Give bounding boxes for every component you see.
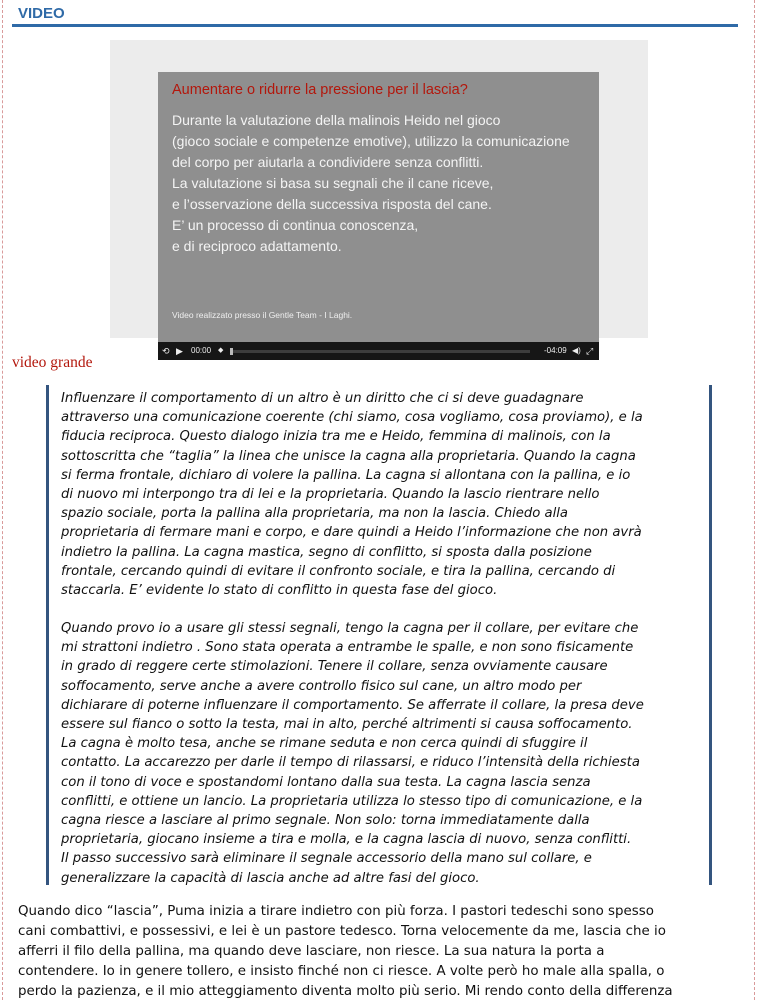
quote-line: con il tono di voce e spostandomi lontano dalla sua testa. La cagna lascia senza <box>61 774 591 790</box>
current-time: 00:00 <box>191 346 212 355</box>
video-line: Durante la valutazione della malinois Heido nel gioco <box>172 112 501 128</box>
video-line: E’ un processo di continua conoscenza, <box>172 217 419 233</box>
video-heading: Aumentare o ridurre la pressione per il lascia? <box>172 82 468 98</box>
video-panel <box>110 40 648 356</box>
section-header <box>12 4 738 27</box>
body-paragraph <box>18 902 673 1002</box>
quote-line: Quando provo io a usare gli stessi segnali, tengo la cagna per il collare, per evitare che <box>61 621 639 636</box>
body-line: contendere. Io in genere tollero, e insisto finché non ci riesce. A volte però ho male alla spalla, o <box>18 964 665 979</box>
video-description <box>172 110 593 257</box>
body-line: afferri il filo della pallina, ma quando deve lasciare, non riesce. La sua natura la porta a <box>18 944 605 959</box>
quote-line: indietro la pallina. La cagna mastica, segno di conflitto, si sposta dalla posizione <box>61 544 592 560</box>
quote-line: dichiarare di poterne influenzare il comportamento. Se afferrate il collare, la presa deve <box>61 697 644 713</box>
section-title: VIDEO <box>18 5 65 22</box>
quote-line: fiducia reciproca. Questo dialogo inizia tra me e Heido, femmina di malinois, con la <box>61 429 611 445</box>
quote-line: contatto. La accarezzo per darle il tempo di rilassarsi, e riduco l’intensità della richiesta <box>61 755 640 771</box>
play-icon[interactable]: ▶ <box>176 346 183 356</box>
body-line: Quando dico “lascia”, Puma inizia a tirare indietro con più forza. I pastori tedeschi sono spesso <box>18 904 654 919</box>
quote-line: frontale, cercando quindi di evitare il confronto sociale, e tira la pallina, cercando di <box>61 563 616 579</box>
body-line: perdo la pazienza, e il mio atteggiamento diventa molto più serio. Mi rendo conto della differenza <box>18 984 673 999</box>
remaining-time: -04:09 <box>544 346 567 355</box>
video-line: La valutazione si basa su segnali che il cane riceve, <box>172 175 494 191</box>
speaker-icon[interactable]: ◀) <box>572 346 581 355</box>
video-player[interactable] <box>158 72 599 360</box>
fullscreen-icon[interactable]: ⤢ <box>586 346 594 356</box>
quote-line: proprietaria, giocano insieme a tira e molla, e la cagna lascia di nuovo, senza conflitti. <box>61 832 632 848</box>
volume-icon[interactable]: ◆ <box>218 347 224 354</box>
video-line: (gioco sociale e competenze emotive), utilizzo la comunicazione <box>172 133 570 149</box>
replay-icon[interactable]: ⟲ <box>162 346 170 356</box>
quote-line: attraverso una comunicazione coerente (chi siamo, cosa vogliamo, cosa proviamo), e la <box>61 410 643 426</box>
quote-block <box>46 385 712 885</box>
page-border-right <box>754 0 755 1000</box>
progress-track[interactable] <box>230 350 530 353</box>
quote-line: proprietaria di fermare mani e corpo, e dare quindi a Heido l’informazione che non avrà <box>61 525 642 541</box>
quote-line: di nuovo mi interpongo tra di lei e la proprietaria. Quando la lascio rientrare nello <box>61 487 600 503</box>
quote-line: conflitti, e ottiene un lancio. La proprietaria utilizza lo stesso tipo di comunicazione, e la <box>61 793 643 809</box>
quote-line: staccarla. E’ evidente lo stato di conflitto in questa fase del gioco. <box>61 583 498 599</box>
quote-line: generalizzare la capacità di lascia anche ad altre fasi del gioco. <box>61 870 480 886</box>
quote-line: sottoscritta che “taglia” la linea che unisce la cagna alla proprietaria. Quando la cagna <box>61 448 636 464</box>
quote-line: La cagna è molto tesa, anche se rimane seduta e non cerca quindi di sfuggire il <box>61 736 588 752</box>
video-line: del corpo per aiutarla a condividere senza conflitti. <box>172 154 484 170</box>
video-line: e di reciproco adattamento. <box>172 238 342 254</box>
quote-line: cagna riesce a lasciare al primo segnale. Non solo: torna immediatamente dalla <box>61 813 590 829</box>
quote-line: essere sul fianco o sotto la testa, mai in alto, perché altrimenti si causa soffocamento. <box>61 717 633 733</box>
quote-line: Influenzare il comportamento di un altro è un diritto che ci si deve guadagnare <box>61 391 584 406</box>
video-line: e l’osservazione della successiva risposta del cane. <box>172 196 492 212</box>
video-grande-link[interactable]: video grande <box>12 354 93 371</box>
body-line: cani combattivi, e possessivi, e lei è un pastore tedesco. Torna velocemente da me, lascia che io <box>18 924 666 939</box>
quote-paragraph <box>61 389 643 600</box>
quote-line: mi strattoni indietro . Sono stata operata a entrambe le spalle, e non sono fisicamente <box>61 640 634 656</box>
quote-line: spazio sociale, porta la pallina alla proprietaria, ma non la lascia. Chiedo alla <box>61 506 568 522</box>
quote-line: in grado di reggere certe stimolazioni. Tenere il collare, senza ovviamente causare <box>61 659 608 675</box>
video-credit: Video realizzato presso il Gentle Team - I Laghi. <box>172 310 353 320</box>
quote-line: si ferma frontale, dichiaro di volere la pallina. La cagna si allontana con la pallina, e io <box>61 467 631 483</box>
quote-line: soffocamento, serve anche a avere controllo fisico sul cane, un altro modo per <box>61 678 582 694</box>
page-border-left <box>2 0 3 1000</box>
quote-paragraph <box>61 619 644 888</box>
progress-handle[interactable] <box>230 348 233 355</box>
video-control-bar <box>158 342 599 360</box>
quote-line: Il passo successivo sarà eliminare il segnale accessorio della mano sul collare, e <box>61 851 592 867</box>
